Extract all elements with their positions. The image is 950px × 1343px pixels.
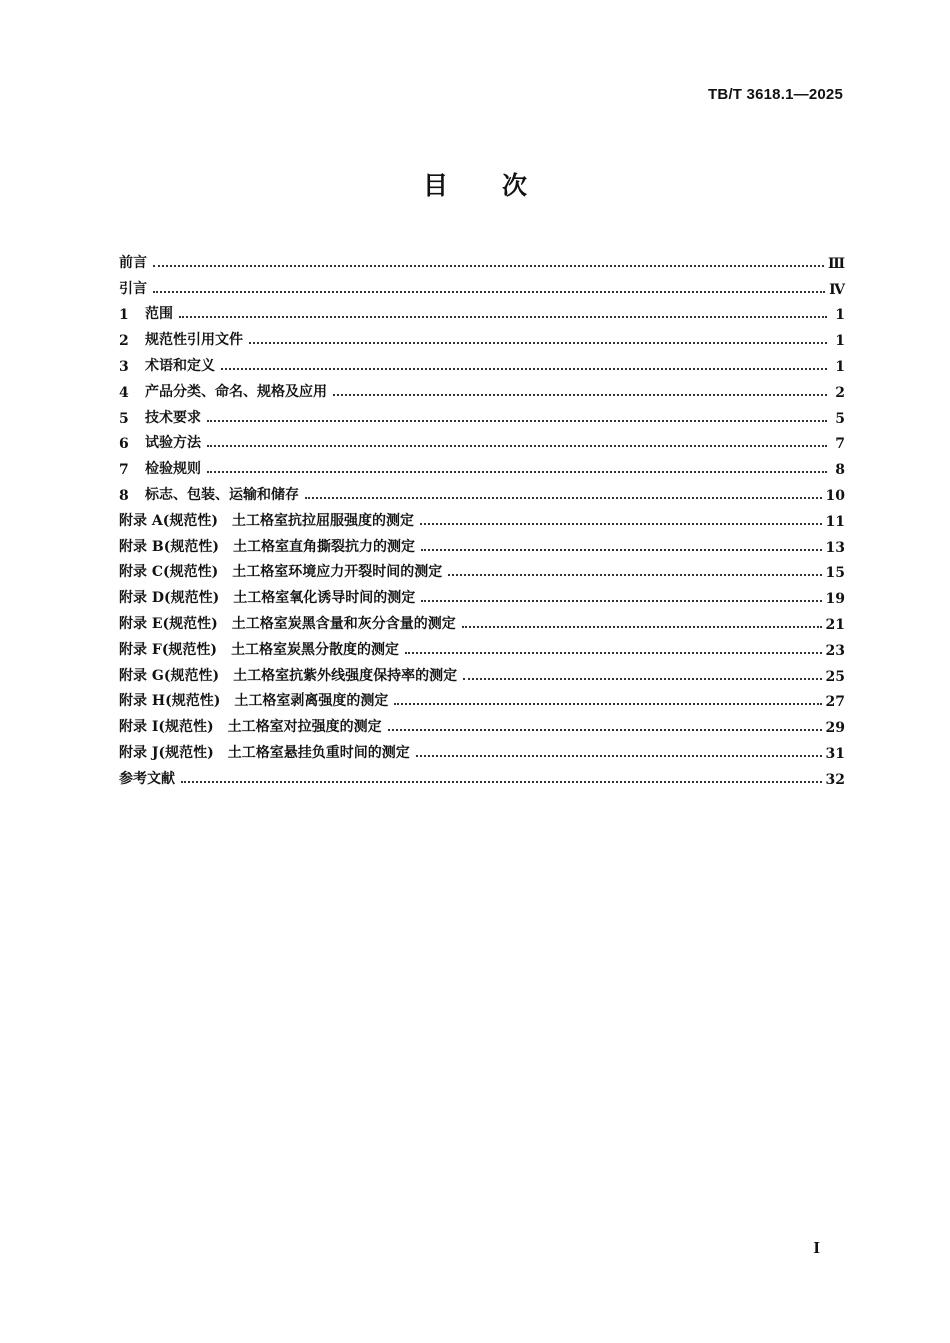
toc-appendix-d[interactable] bbox=[119, 581, 845, 607]
dot-leader bbox=[305, 497, 822, 499]
toc-appendix-title: 土工格室对拉强度的测定 bbox=[227, 719, 382, 736]
toc-appendix-title: 土工格室抗紫外线强度保持率的测定 bbox=[233, 667, 458, 684]
toc-entry-test-methods[interactable] bbox=[119, 427, 845, 453]
toc-entry-number: 6 bbox=[119, 436, 129, 453]
dot-leader bbox=[333, 394, 827, 396]
dot-leader bbox=[394, 703, 821, 705]
dot-leader bbox=[421, 549, 822, 551]
toc-entry-label: 检验规则 bbox=[145, 461, 201, 478]
toc-entry-number: 7 bbox=[119, 462, 129, 479]
toc-entry-references[interactable] bbox=[119, 762, 845, 788]
dot-leader bbox=[421, 600, 821, 602]
toc-appendix-j[interactable] bbox=[119, 736, 845, 762]
toc-entry-page: 8 bbox=[835, 462, 845, 479]
toc-entry-technical-requirements[interactable] bbox=[119, 401, 845, 427]
toc-appendix-b[interactable] bbox=[119, 530, 845, 556]
toc-appendix-label: 附录 E(规范性) bbox=[119, 615, 218, 632]
toc-entry-page: 7 bbox=[835, 436, 845, 453]
toc-appendix-title: 土工格室悬挂负重时间的测定 bbox=[227, 744, 410, 761]
toc-appendix-label: 附录 A(规范性) bbox=[119, 512, 218, 529]
toc-entry-page: 13 bbox=[825, 539, 845, 556]
table-of-contents bbox=[119, 246, 845, 788]
toc-entry-page: 27 bbox=[825, 694, 845, 711]
toc-entry-number: 5 bbox=[119, 410, 129, 427]
toc-appendix-a[interactable] bbox=[119, 504, 845, 530]
toc-appendix-label: 附录 B(规范性) bbox=[119, 538, 219, 555]
toc-appendix-label: 附录 D(规范性) bbox=[119, 590, 220, 607]
toc-entry-number: 1 bbox=[119, 307, 129, 324]
dot-leader bbox=[388, 729, 822, 731]
toc-entry-number: 8 bbox=[119, 487, 129, 504]
toc-entry-scope[interactable] bbox=[119, 298, 845, 324]
toc-entry-foreword[interactable] bbox=[119, 246, 845, 272]
toc-appendix-h[interactable] bbox=[119, 685, 845, 711]
toc-entry-page: Ⅳ bbox=[829, 281, 845, 298]
toc-entry-inspection-rules[interactable] bbox=[119, 452, 845, 478]
toc-entry-page: 29 bbox=[825, 720, 845, 737]
toc-appendix-i[interactable] bbox=[119, 710, 845, 736]
toc-appendix-label: 附录 I(规范性) bbox=[119, 719, 214, 736]
toc-appendix-title: 土工格室炭黑含量和灰分含量的测定 bbox=[231, 615, 456, 632]
dot-leader bbox=[463, 678, 821, 680]
toc-entry-page: 23 bbox=[825, 642, 845, 659]
toc-entry-page: 1 bbox=[835, 358, 845, 375]
toc-appendix-title: 土工格室氧化诱导时间的测定 bbox=[233, 590, 416, 607]
toc-appendix-f[interactable] bbox=[119, 633, 845, 659]
dot-leader bbox=[207, 420, 827, 422]
toc-entry-label: 试验方法 bbox=[145, 435, 201, 452]
toc-entry-page: 5 bbox=[835, 410, 845, 427]
toc-entry-number: 4 bbox=[119, 384, 129, 401]
toc-entry-page: Ⅲ bbox=[827, 255, 845, 272]
toc-entry-number: 3 bbox=[119, 358, 129, 375]
toc-appendix-title: 土工格室剥离强度的测定 bbox=[234, 693, 389, 710]
toc-entry-label: 前言 bbox=[119, 254, 147, 271]
toc-entry-classification[interactable] bbox=[119, 375, 845, 401]
dot-leader bbox=[416, 755, 822, 757]
toc-entry-page: 15 bbox=[825, 565, 845, 582]
toc-entry-label: 范围 bbox=[145, 306, 173, 323]
toc-appendix-title: 土工格室直角撕裂抗力的测定 bbox=[232, 538, 415, 555]
toc-appendix-label: 附录 F(规范性) bbox=[119, 641, 218, 658]
toc-title: 目次 bbox=[422, 171, 581, 200]
dot-leader bbox=[153, 265, 824, 267]
dot-leader bbox=[462, 626, 822, 628]
toc-appendix-title: 土工格室抗拉屈服强度的测定 bbox=[231, 512, 414, 529]
dot-leader bbox=[207, 445, 827, 447]
toc-entry-page: 19 bbox=[825, 591, 845, 608]
toc-entry-page: 10 bbox=[825, 487, 845, 504]
toc-entry-page: 2 bbox=[835, 384, 845, 401]
toc-entry-label: 规范性引用文件 bbox=[145, 332, 243, 349]
dot-leader bbox=[207, 471, 827, 473]
toc-entry-page: 1 bbox=[835, 333, 845, 350]
toc-entry-label: 标志、包装、运输和储存 bbox=[145, 486, 299, 503]
dot-leader bbox=[420, 523, 822, 525]
toc-appendix-g[interactable] bbox=[119, 659, 845, 685]
toc-appendix-label: 附录 H(规范性) bbox=[119, 693, 221, 710]
dot-leader bbox=[448, 574, 821, 576]
toc-entry-page: 1 bbox=[835, 307, 845, 324]
dot-leader bbox=[249, 342, 827, 344]
toc-entry-terms-definitions[interactable] bbox=[119, 349, 845, 375]
dot-leader bbox=[221, 368, 827, 370]
toc-entry-label: 术语和定义 bbox=[145, 357, 215, 374]
toc-entry-marking-packaging[interactable] bbox=[119, 478, 845, 504]
toc-entry-normative-references[interactable] bbox=[119, 323, 845, 349]
toc-entry-page: 21 bbox=[825, 616, 845, 633]
dot-leader bbox=[179, 316, 827, 318]
toc-entry-label: 技术要求 bbox=[145, 409, 201, 426]
toc-appendix-c[interactable] bbox=[119, 556, 845, 582]
toc-appendix-title: 土工格室环境应力开裂时间的测定 bbox=[232, 564, 443, 581]
toc-appendix-label: 附录 C(规范性) bbox=[119, 564, 219, 581]
page-number: I bbox=[813, 1238, 820, 1257]
toc-entry-label: 产品分类、命名、规格及应用 bbox=[145, 383, 327, 400]
document-code: TB/T 3618.1—2025 bbox=[708, 86, 843, 103]
dot-leader bbox=[405, 652, 821, 654]
toc-entry-page: 32 bbox=[825, 771, 845, 788]
toc-appendix-label: 附录 J(规范性) bbox=[119, 744, 214, 761]
toc-entry-introduction[interactable] bbox=[119, 272, 845, 298]
toc-appendix-label: 附录 G(规范性) bbox=[119, 667, 220, 684]
toc-entry-page: 11 bbox=[825, 513, 845, 530]
toc-appendix-title: 土工格室炭黑分散度的测定 bbox=[231, 641, 400, 658]
toc-entry-label: 引言 bbox=[119, 280, 147, 297]
toc-entry-label: 参考文献 bbox=[119, 770, 175, 787]
toc-entry-number: 2 bbox=[119, 333, 129, 350]
dot-leader bbox=[181, 781, 822, 783]
toc-appendix-e[interactable] bbox=[119, 607, 845, 633]
dot-leader bbox=[153, 291, 825, 293]
toc-entry-page: 25 bbox=[825, 668, 845, 685]
toc-entry-page: 31 bbox=[825, 745, 845, 762]
